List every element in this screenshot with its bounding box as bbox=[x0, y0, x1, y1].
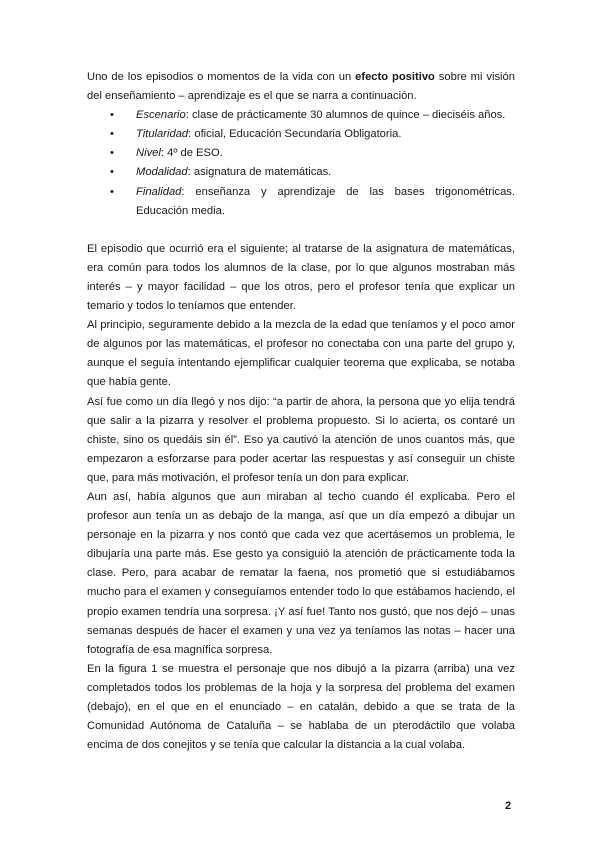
list-item-text: : enseñanza y aprendizaje de las bases trigonométricas. Educación media. bbox=[136, 185, 515, 217]
list-item bbox=[123, 163, 515, 182]
context-list bbox=[87, 106, 515, 221]
body-paragraph: Así fue como un día llegó y nos dijo: “a partir de ahora, la persona que yo elija tendrá que salir a la pizarra y resolver el problema propuesto. Si lo acierta, os contaré un chiste, sino os quedáis sin él”. Eso ya cautivó la atención de unos cuantos más, que empezaron a esforzarse para poder acertar las respuestas y así conseguir un chiste que, para más motivación, el profesor tenía un don para explicar. bbox=[87, 395, 515, 484]
intro-bold-phrase: efecto positivo bbox=[355, 71, 435, 83]
body-paragraph: En la figura 1 se muestra el personaje que nos dibujó a la pizarra (arriba) una vez completados todos los problemas de la hoja y la sorpresa del problema del examen (debajo), en el que en el enunciado – en catalán, debido a que se trata de la Comunidad Autónoma de Cataluña – se hablaba de un pterodáctilo que volaba encima de dos conejitos y se tenía que calcular la distancia a la cual volaba. bbox=[87, 662, 515, 752]
list-item-term: Nivel bbox=[136, 147, 161, 160]
body-paragraph: Aun así, había algunos que aun miraban al techo cuando él explicaba. Pero el profesor aun tenía un as debajo de la manga, así que un día empezó a dibujar un personaje en la pizarra y nos contó que cada vez que acertásemos un problema, le dibujaría una parte más. Ese gesto ya consiguió la atención de prácticamente toda la clase. Pero, para acabar de rematar la faena, nos prometió que si estudiábamos mucho para el examen y conseguíamos entender todo lo que estábamos haciendo, el propio examen tendría una sorpresa. ¡Y así fue! Tanto nos gustó, que nos dejó – unas semanas después de hacer el examen y una vez ya teníamos las notas – hacer una fotografía de esa magnífica sorpresa. bbox=[87, 490, 515, 656]
list-item-term: Escenario bbox=[136, 109, 186, 122]
list-item-term: Modalidad bbox=[136, 166, 188, 179]
intro-paragraph bbox=[87, 68, 515, 106]
body-paragraph: Al principio, seguramente debido a la mezcla de la edad que teníamos y el poco amor de algunos por las matemáticas, el profesor no conectaba con una parte del grupo y, aunque el seguía intentando ejemplificar cualquier teorema que explicaba, se notaba que había gente. bbox=[87, 319, 515, 389]
page-number: 2 bbox=[505, 800, 512, 812]
list-item-term: Titularidad bbox=[136, 128, 189, 141]
list-item-text: : clase de prácticamente 30 alumnos de quince – dieciséis años. bbox=[185, 109, 506, 122]
paragraph-spacer bbox=[87, 221, 515, 240]
intro-text-pre: Uno de los episodios o momentos de la vida con un bbox=[87, 71, 356, 83]
body-text bbox=[87, 68, 515, 755]
list-item bbox=[123, 144, 515, 163]
body-paragraph: El episodio que ocurrió era el siguiente; al tratarse de la asignatura de matemáticas, era común para todos los alumnos de la clase, por lo que algunos mostraban más interés – y mayor facilidad – que los otros, pero el profesor tenía que explicar un temario y todos lo teníamos que entender. bbox=[87, 242, 515, 313]
list-item bbox=[123, 125, 515, 144]
list-item-text: : asignatura de matemáticas. bbox=[187, 166, 332, 179]
list-item bbox=[123, 106, 515, 125]
list-item-text: : 4º de ESO. bbox=[160, 147, 223, 160]
intro-text-post: sobre mi visión del enseñamiento – aprendizaje es el que se narra a continuación. bbox=[87, 71, 515, 103]
list-item-term: Finalidad bbox=[136, 185, 182, 198]
list-item-text: : oficial, Educación Secundaria Obligatoria. bbox=[188, 128, 402, 141]
list-item bbox=[123, 183, 515, 221]
